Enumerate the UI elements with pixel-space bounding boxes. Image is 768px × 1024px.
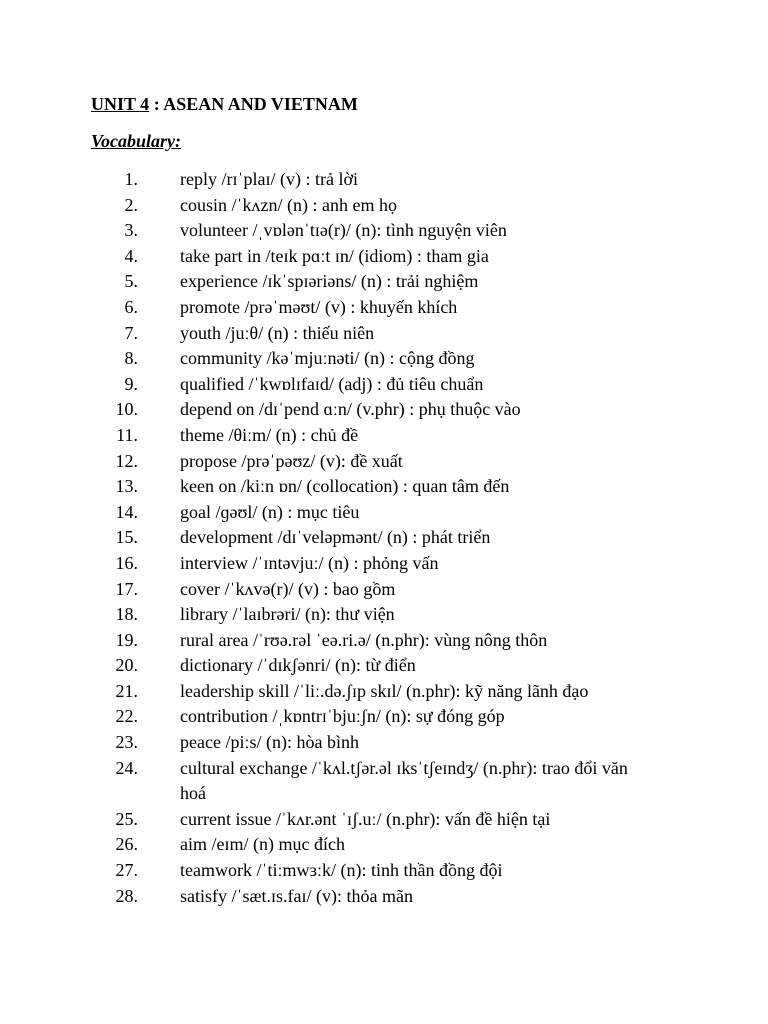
item-number: 7.: [124, 322, 138, 343]
item-number: 21.: [115, 680, 138, 701]
vocab-item: [0, 653, 768, 679]
item-number: 3.: [124, 220, 138, 241]
item-number: 18.: [115, 604, 138, 625]
item-entry: theme /θiːm/ (n) : chủ đề: [180, 424, 359, 445]
vocab-item: [0, 730, 768, 756]
vocab-item: [0, 167, 768, 193]
item-number: 26.: [115, 834, 138, 855]
item-number: 12.: [115, 450, 138, 471]
item-entry: take part in /teɪk pɑːt ɪn/ (idiom) : tham gia: [180, 245, 489, 266]
vocab-item: [0, 525, 768, 551]
vocabulary-list: [0, 167, 768, 909]
vocab-item: [0, 577, 768, 603]
item-entry: leadership skill /ˈliː.də.ʃɪp skɪl/ (n.phr): kỹ năng lãnh đạo: [180, 680, 589, 701]
item-entry: depend on /dɪˈpend ɑːn/ (v.phr) : phụ thuộc vào: [180, 399, 521, 420]
item-number: 11.: [116, 424, 138, 445]
vocab-item: [0, 628, 768, 654]
vocab-item: [0, 193, 768, 219]
item-entry: cover /ˈkʌvə(r)/ (v) : bao gồm: [180, 578, 396, 599]
item-entry: cousin /ˈkʌzn/ (n) : anh em họ: [180, 194, 397, 215]
item-entry: reply /rɪˈplaɪ/ (v) : trả lời: [180, 169, 358, 189]
vocab-item: [0, 244, 768, 270]
unit-topic: : ASEAN AND VIETNAM: [149, 94, 358, 114]
item-entry: volunteer /ˌvɒlənˈtɪə(r)/ (n): tình nguyện viên: [180, 220, 507, 241]
vocabulary-heading: Vocabulary:: [91, 131, 181, 151]
vocab-item: [0, 346, 768, 372]
item-entry: propose /prəˈpəʊz/ (v): đề xuất: [180, 450, 403, 471]
item-number: 20.: [115, 655, 138, 676]
item-entry: promote /prəˈməʊt/ (v) : khuyến khích: [180, 296, 458, 317]
vocab-item: [0, 423, 768, 449]
item-number: 25.: [115, 808, 138, 829]
item-number: 15.: [115, 527, 138, 548]
vocab-item: [0, 884, 768, 910]
vocab-item: [0, 756, 768, 807]
vocab-item: [0, 269, 768, 295]
item-entry: contribution /ˌkɒntrɪˈbjuːʃn/ (n): sự đóng góp: [180, 706, 505, 727]
item-entry: youth /juːθ/ (n) : thiếu niên: [180, 322, 375, 343]
item-entry: teamwork /ˈtiːmwɜːk/ (n): tinh thần đồng đội: [180, 860, 503, 881]
item-number: 1.: [124, 169, 138, 189]
page-title: [91, 94, 358, 115]
item-entry: goal /ɡəʊl/ (n) : mục tiêu: [180, 501, 360, 522]
vocab-item: [0, 218, 768, 244]
vocab-item: [0, 295, 768, 321]
item-number: 4.: [124, 245, 138, 266]
item-number: 10.: [115, 399, 138, 420]
item-number: 14.: [115, 501, 138, 522]
item-number: 27.: [115, 860, 138, 881]
item-number: 6.: [124, 296, 138, 317]
item-entry: cultural exchange /ˈkʌl.tʃər.əl ɪksˈtʃeɪndʒ/ (n.phr): trao đổi văn hoá: [180, 757, 628, 804]
item-number: 19.: [115, 629, 138, 650]
item-number: 9.: [124, 373, 138, 394]
vocab-item: [0, 474, 768, 500]
item-entry: peace /piːs/ (n): hòa bình: [180, 732, 359, 753]
vocab-item: [0, 679, 768, 705]
item-entry: interview /ˈɪntəvjuː/ (n) : phỏng vấn: [180, 552, 439, 573]
item-entry: satisfy /ˈsæt.ɪs.faɪ/ (v): thỏa mãn: [180, 885, 413, 906]
item-number: 13.: [115, 476, 138, 497]
item-entry: experience /ɪkˈspɪəriəns/ (n) : trải nghiệm: [180, 271, 479, 292]
vocab-item: [0, 858, 768, 884]
item-entry: qualified /ˈkwɒlɪfaɪd/ (adj) : đủ tiêu chuẩn: [180, 373, 484, 394]
item-number: 2.: [124, 194, 138, 215]
item-entry: development /dɪˈveləpmənt/ (n) : phát triển: [180, 527, 491, 548]
item-entry: dictionary /ˈdɪkʃənri/ (n): từ điển: [180, 655, 416, 676]
item-number: 8.: [124, 348, 138, 369]
vocab-item: [0, 704, 768, 730]
item-number: 17.: [115, 578, 138, 599]
vocab-item: [0, 500, 768, 526]
item-entry: community /kəˈmjuːnəti/ (n) : cộng đồng: [180, 348, 475, 369]
vocab-item: [0, 372, 768, 398]
item-number: 22.: [115, 706, 138, 727]
item-entry: keen on /kiːn ɒn/ (collocation) : quan tâm đến: [180, 476, 510, 497]
item-number: 5.: [124, 271, 138, 292]
vocab-item: [0, 807, 768, 833]
item-number: 28.: [115, 885, 138, 906]
item-entry: aim /eɪm/ (n) mục đích: [180, 834, 345, 855]
vocab-item: [0, 321, 768, 347]
vocab-item: [0, 551, 768, 577]
vocab-item: [0, 832, 768, 858]
vocab-item: [0, 449, 768, 475]
item-number: 16.: [115, 552, 138, 573]
unit-label: UNIT 4: [91, 94, 150, 114]
item-number: 23.: [115, 732, 138, 753]
item-entry: rural area /ˈrʊə.rəl ˈeə.ri.ə/ (n.phr): vùng nông thôn: [180, 629, 548, 650]
vocab-item: [0, 397, 768, 423]
item-entry: current issue /ˈkʌr.ənt ˈɪʃ.uː/ (n.phr): vấn đề hiện tại: [180, 808, 551, 829]
vocab-item: [0, 602, 768, 628]
item-number: 24.: [115, 757, 138, 778]
item-entry: library /ˈlaɪbrəri/ (n): thư viện: [180, 604, 395, 625]
